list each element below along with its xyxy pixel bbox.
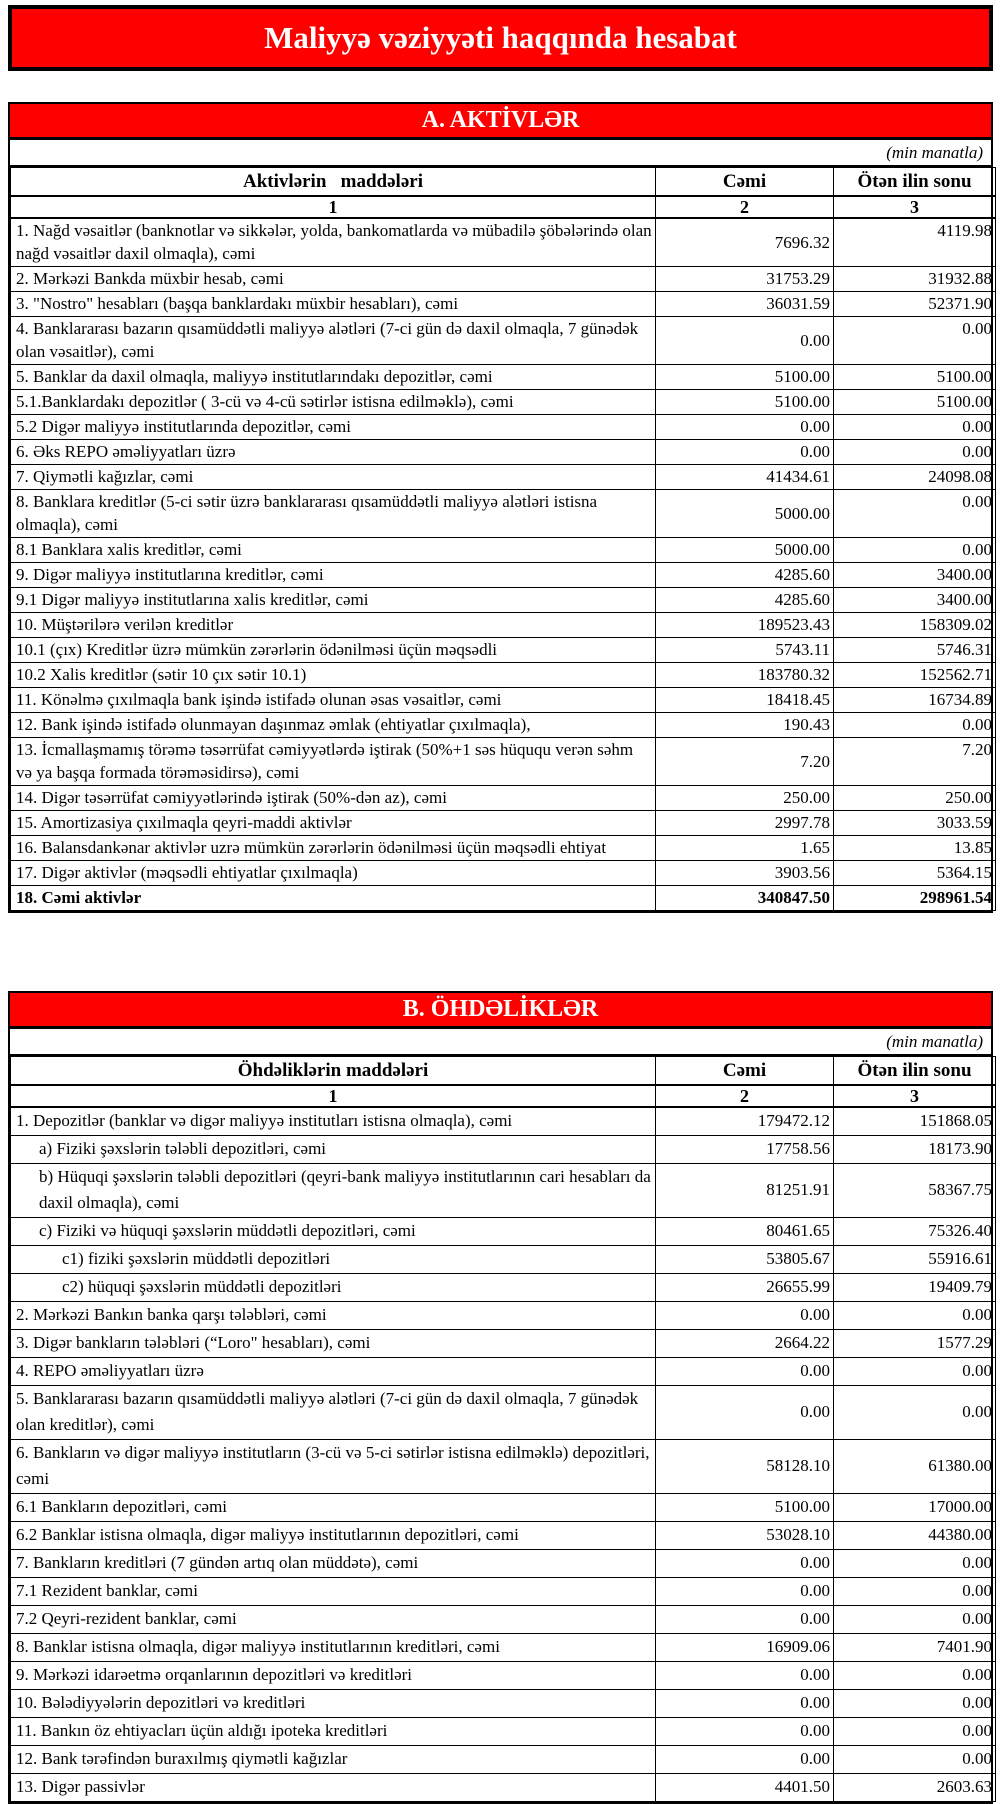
row-prev-cell: 1577.29 <box>834 1330 996 1358</box>
row-prev-cell: 0.00 <box>834 440 996 465</box>
row-prev-cell: 0.00 <box>834 1550 996 1578</box>
row-label-cell: 8.1 Banklara xalis kreditlər, cəmi <box>11 538 656 563</box>
row-label-cell: 5.1.Banklardakı depozitlər ( 3-cü və 4-cü sətirlər istisna edilməklə), cəmi <box>11 390 656 415</box>
row-label-cell: 7.2 Qeyri-rezident banklar, cəmi <box>11 1606 656 1634</box>
row-label-cell: 10. Bələdiyyələrin depozitləri və kreditləri <box>11 1690 656 1718</box>
table-row <box>11 836 996 861</box>
row-prev-cell: 0.00 <box>834 1662 996 1690</box>
table-row <box>11 1274 996 1302</box>
row-prev-cell: 0.00 <box>834 1302 996 1330</box>
row-prev-cell: 158309.02 <box>834 613 996 638</box>
table-row <box>11 638 996 663</box>
row-label-cell: 6.1 Bankların depozitləri, cəmi <box>11 1494 656 1522</box>
table-row <box>11 1746 996 1774</box>
table-row <box>11 786 996 811</box>
row-prev-cell: 31932.88 <box>834 267 996 292</box>
row-label-cell: 11. Könəlmə çıxılmaqla bank işində istifadə olunan əsas vəsaitlər, cəmi <box>11 688 656 713</box>
table-row <box>11 1634 996 1662</box>
row-label-cell: 11. Bankın öz ehtiyacları üçün aldığı ipoteka kreditləri <box>11 1718 656 1746</box>
column-header-row <box>11 1057 996 1086</box>
row-label-cell: c2) hüquqi şəxslərin müddətli depozitləri <box>11 1274 656 1302</box>
row-prev-cell: 58367.75 <box>834 1164 996 1218</box>
row-prev-cell: 0.00 <box>834 1718 996 1746</box>
column-number-row <box>11 196 996 218</box>
row-prev-cell: 7.20 <box>834 738 996 786</box>
table-row <box>11 490 996 538</box>
row-total-cell: 0.00 <box>656 1302 834 1330</box>
row-prev-cell: 3033.59 <box>834 811 996 836</box>
row-prev-cell: 0.00 <box>834 1606 996 1634</box>
table-row <box>11 1522 996 1550</box>
prev-year-column-header: Ötən ilin sonu <box>834 168 996 197</box>
column-number-cell: 3 <box>834 196 996 218</box>
unit-note: (min manatla) <box>10 140 991 167</box>
row-total-cell: 5000.00 <box>656 490 834 538</box>
liabilities-table <box>10 1056 996 1802</box>
row-label-cell: 17. Digər aktivlər (məqsədli ehtiyatlar çıxılmaqla) <box>11 861 656 886</box>
row-prev-cell: 5100.00 <box>834 365 996 390</box>
total-column-header: Cəmi <box>656 1057 834 1086</box>
row-prev-cell: 16734.89 <box>834 688 996 713</box>
row-total-cell: 4285.60 <box>656 563 834 588</box>
row-label-cell: 6. Bankların və digər maliyyə institutların (3-cü və 5-ci sətirlər istisna edilməklə) depozitləri, cəmi <box>11 1440 656 1494</box>
report-title: Maliyyə vəziyyəti haqqında hesabat <box>264 20 737 55</box>
row-total-cell: 0.00 <box>656 1358 834 1386</box>
row-label-cell: b) Hüquqi şəxslərin tələbli depozitləri (qeyri-bank maliyyə institutlarının cari hesabları da daxil olmaqla), cəmi <box>11 1164 656 1218</box>
row-label-cell: 4. REPO əməliyyatları üzrə <box>11 1358 656 1386</box>
total-column-header: Cəmi <box>656 168 834 197</box>
table-row <box>11 218 996 267</box>
table-row <box>11 365 996 390</box>
section-title: B. ÖHDƏLİKLƏR <box>402 996 599 1022</box>
row-label-cell: 7. Qiymətli kağızlar, cəmi <box>11 465 656 490</box>
row-prev-cell: 2603.63 <box>834 1774 996 1802</box>
table-row <box>11 663 996 688</box>
row-label-cell: 15. Amortizasiya çıxılmaqla qeyri-maddi aktivlər <box>11 811 656 836</box>
row-label-cell: 10.1 (çıx) Kreditlər üzrə mümkün zərərlərin ödənilməsi üçün məqsədli <box>11 638 656 663</box>
row-total-cell: 7696.32 <box>656 218 834 267</box>
row-total-cell: 7.20 <box>656 738 834 786</box>
row-total-cell: 4401.50 <box>656 1774 834 1802</box>
table-row <box>11 563 996 588</box>
table-row <box>11 1164 996 1218</box>
row-label-cell: c1) fiziki şəxslərin müddətli depozitləri <box>11 1246 656 1274</box>
section-liabilities <box>8 991 993 1804</box>
table-row <box>11 1358 996 1386</box>
row-total-cell: 36031.59 <box>656 292 834 317</box>
row-total-cell: 4285.60 <box>656 588 834 613</box>
row-prev-cell: 5746.31 <box>834 638 996 663</box>
row-total-cell: 0.00 <box>656 1690 834 1718</box>
table-row <box>11 1107 996 1136</box>
row-label-cell: 6.2 Banklar istisna olmaqla, digər maliyyə institutlarının depozitləri, cəmi <box>11 1522 656 1550</box>
table-row <box>11 267 996 292</box>
table-row <box>11 465 996 490</box>
row-prev-cell: 5364.15 <box>834 861 996 886</box>
row-label-cell: 4. Banklararası bazarın qısamüddətli maliyyə alətləri (7-ci gün də daxil olmaqla, 7 günədək olan vəsaitlər), cəmi <box>11 317 656 365</box>
row-total-cell: 190.43 <box>656 713 834 738</box>
row-label-cell: 7.1 Rezident banklar, cəmi <box>11 1578 656 1606</box>
table-row <box>11 317 996 365</box>
row-total-cell: 2997.78 <box>656 811 834 836</box>
row-prev-cell: 0.00 <box>834 490 996 538</box>
row-total-cell: 250.00 <box>656 786 834 811</box>
row-prev-cell: 75326.40 <box>834 1218 996 1246</box>
row-total-cell: 183780.32 <box>656 663 834 688</box>
table-row <box>11 588 996 613</box>
row-total-cell: 5100.00 <box>656 365 834 390</box>
items-column-header: Aktivlərin maddələri <box>11 168 656 197</box>
row-label-cell: 9. Mərkəzi idarəetmə orqanlarının depozitləri və kreditləri <box>11 1662 656 1690</box>
column-header-row <box>11 168 996 197</box>
table-row <box>11 390 996 415</box>
row-total-cell: 3903.56 <box>656 861 834 886</box>
row-prev-cell: 0.00 <box>834 1746 996 1774</box>
table-row <box>11 538 996 563</box>
table-row <box>11 292 996 317</box>
table-row <box>11 1774 996 1802</box>
row-label-cell: 16. Balansdankənar aktivlər uzrə mümkün zərərlərin ödənilməsi üçün məqsədli ehtiyat <box>11 836 656 861</box>
row-label-cell: 13. Digər passivlər <box>11 1774 656 1802</box>
table-row <box>11 713 996 738</box>
row-prev-cell: 19409.79 <box>834 1274 996 1302</box>
row-total-cell: 0.00 <box>656 415 834 440</box>
row-total-cell: 0.00 <box>656 1550 834 1578</box>
row-label-cell: 8. Banklar istisna olmaqla, digər maliyyə institutlarının kreditləri, cəmi <box>11 1634 656 1662</box>
table-row <box>11 440 996 465</box>
row-total-cell: 26655.99 <box>656 1274 834 1302</box>
section-header-banner <box>10 993 991 1029</box>
table-row <box>11 1302 996 1330</box>
row-total-cell: 0.00 <box>656 1662 834 1690</box>
table-row <box>11 886 996 911</box>
row-total-cell: 81251.91 <box>656 1164 834 1218</box>
row-prev-cell: 0.00 <box>834 1690 996 1718</box>
unit-note: (min manatla) <box>10 1029 991 1056</box>
section-assets <box>8 102 993 913</box>
row-label-cell: 12. Bank tərəfindən buraxılmış qiymətli kağızlar <box>11 1746 656 1774</box>
row-prev-cell: 61380.00 <box>834 1440 996 1494</box>
row-prev-cell: 17000.00 <box>834 1494 996 1522</box>
row-label-cell: 18. Cəmi aktivlər <box>11 886 656 911</box>
row-prev-cell: 3400.00 <box>834 563 996 588</box>
section-title: A. AKTİVLƏR <box>421 107 580 133</box>
row-label-cell: 8. Banklara kreditlər (5-ci sətir üzrə banklararası qısamüddətli maliyyə alətləri istisna olmaqla), cəmi <box>11 490 656 538</box>
row-label-cell: 6. Əks REPO əməliyyatları üzrə <box>11 440 656 465</box>
row-total-cell: 0.00 <box>656 1746 834 1774</box>
table-row <box>11 1136 996 1164</box>
column-number-cell: 2 <box>656 1085 834 1107</box>
row-label-cell: 5.2 Digər maliyyə institutlarında depozitlər, cəmi <box>11 415 656 440</box>
row-prev-cell: 4119.98 <box>834 218 996 267</box>
row-total-cell: 2664.22 <box>656 1330 834 1358</box>
row-total-cell: 53028.10 <box>656 1522 834 1550</box>
row-label-cell: 14. Digər təsərrüfat cəmiyyətlərində iştirak (50%-dən az), cəmi <box>11 786 656 811</box>
row-prev-cell: 0.00 <box>834 415 996 440</box>
row-prev-cell: 0.00 <box>834 538 996 563</box>
row-label-cell: 12. Bank işində istifadə olunmayan daşınmaz əmlak (ehtiyatlar çıxılmaqla), <box>11 713 656 738</box>
row-prev-cell: 18173.90 <box>834 1136 996 1164</box>
row-label-cell: c) Fiziki və hüquqi şəxslərin müddətli depozitləri, cəmi <box>11 1218 656 1246</box>
table-row <box>11 1690 996 1718</box>
row-total-cell: 0.00 <box>656 1386 834 1440</box>
row-total-cell: 0.00 <box>656 1606 834 1634</box>
table-row <box>11 415 996 440</box>
row-total-cell: 31753.29 <box>656 267 834 292</box>
row-prev-cell: 3400.00 <box>834 588 996 613</box>
row-prev-cell: 152562.71 <box>834 663 996 688</box>
row-total-cell: 80461.65 <box>656 1218 834 1246</box>
table-row <box>11 1494 996 1522</box>
row-total-cell: 0.00 <box>656 440 834 465</box>
table-row <box>11 1440 996 1494</box>
row-label-cell: 3. "Nostro" hesabları (başqa banklardakı müxbir hesabları), cəmi <box>11 292 656 317</box>
row-total-cell: 5100.00 <box>656 390 834 415</box>
assets-table <box>10 167 996 911</box>
table-row <box>11 1330 996 1358</box>
items-column-header: Öhdəliklərin maddələri <box>11 1057 656 1086</box>
table-row <box>11 1218 996 1246</box>
row-prev-cell: 250.00 <box>834 786 996 811</box>
row-label-cell: 9.1 Digər maliyyə institutlarına xalis kreditlər, cəmi <box>11 588 656 613</box>
row-total-cell: 0.00 <box>656 1578 834 1606</box>
row-total-cell: 16909.06 <box>656 1634 834 1662</box>
row-label-cell: 1. Depozitlər (banklar və digər maliyyə institutları istisna olmaqla), cəmi <box>11 1107 656 1136</box>
row-label-cell: 2. Mərkəzi Bankın banka qarşı tələbləri, cəmi <box>11 1302 656 1330</box>
table-row <box>11 811 996 836</box>
column-number-cell: 1 <box>11 196 656 218</box>
table-row <box>11 1718 996 1746</box>
row-prev-cell: 0.00 <box>834 1358 996 1386</box>
row-total-cell: 41434.61 <box>656 465 834 490</box>
row-label-cell: 3. Digər bankların tələbləri (“Loro" hesabları), cəmi <box>11 1330 656 1358</box>
table-row <box>11 861 996 886</box>
row-total-cell: 189523.43 <box>656 613 834 638</box>
row-label-cell: 2. Mərkəzi Bankda müxbir hesab, cəmi <box>11 267 656 292</box>
table-row <box>11 1662 996 1690</box>
table-row <box>11 1606 996 1634</box>
row-prev-cell: 0.00 <box>834 1578 996 1606</box>
row-total-cell: 18418.45 <box>656 688 834 713</box>
row-prev-cell: 5100.00 <box>834 390 996 415</box>
column-number-cell: 2 <box>656 196 834 218</box>
row-total-cell: 179472.12 <box>656 1107 834 1136</box>
table-row <box>11 688 996 713</box>
table-row <box>11 1550 996 1578</box>
row-label-cell: 5. Banklar da daxil olmaqla, maliyyə institutlarındakı depozitlər, cəmi <box>11 365 656 390</box>
row-label-cell: 7. Bankların kreditləri (7 gündən artıq olan müddətə), cəmi <box>11 1550 656 1578</box>
table-row <box>11 1246 996 1274</box>
row-total-cell: 0.00 <box>656 317 834 365</box>
row-label-cell: 1. Nağd vəsaitlər (banknotlar və sikkələr, yolda, bankomatlarda və mübadilə şöbələrində olan nağd vəsaitlər daxil olmaqla), cəmi <box>11 218 656 267</box>
section-header-banner <box>10 104 991 140</box>
row-total-cell: 17758.56 <box>656 1136 834 1164</box>
table-row <box>11 613 996 638</box>
row-total-cell: 340847.50 <box>656 886 834 911</box>
row-total-cell: 1.65 <box>656 836 834 861</box>
row-prev-cell: 151868.05 <box>834 1107 996 1136</box>
column-number-row <box>11 1085 996 1107</box>
row-prev-cell: 0.00 <box>834 713 996 738</box>
row-prev-cell: 44380.00 <box>834 1522 996 1550</box>
row-label-cell: 10.2 Xalis kreditlər (sətir 10 çıx sətir 10.1) <box>11 663 656 688</box>
row-total-cell: 5100.00 <box>656 1494 834 1522</box>
row-label-cell: 13. İcmallaşmamış törəmə təsərrüfat cəmiyyətlərdə iştirak (50%+1 səs hüququ verən səhm və ya başqa formada törəməsidirsə), cəmi <box>11 738 656 786</box>
row-prev-cell: 298961.54 <box>834 886 996 911</box>
row-prev-cell: 7401.90 <box>834 1634 996 1662</box>
row-total-cell: 53805.67 <box>656 1246 834 1274</box>
table-row <box>11 738 996 786</box>
row-total-cell: 5743.11 <box>656 638 834 663</box>
row-total-cell: 5000.00 <box>656 538 834 563</box>
row-prev-cell: 24098.08 <box>834 465 996 490</box>
prev-year-column-header: Ötən ilin sonu <box>834 1057 996 1086</box>
row-label-cell: a) Fiziki şəxslərin tələbli depozitləri, cəmi <box>11 1136 656 1164</box>
row-prev-cell: 55916.61 <box>834 1246 996 1274</box>
row-label-cell: 9. Digər maliyyə institutlarına kreditlər, cəmi <box>11 563 656 588</box>
row-label-cell: 10. Müştərilərə verilən kreditlər <box>11 613 656 638</box>
row-label-cell: 5. Banklararası bazarın qısamüddətli maliyyə alətləri (7-ci gün də daxil olmaqla, 7 günədək olan kreditlər), cəmi <box>11 1386 656 1440</box>
column-number-cell: 3 <box>834 1085 996 1107</box>
report-title-banner <box>8 5 993 71</box>
table-row <box>11 1578 996 1606</box>
row-total-cell: 0.00 <box>656 1718 834 1746</box>
table-row <box>11 1386 996 1440</box>
row-total-cell: 58128.10 <box>656 1440 834 1494</box>
column-number-cell: 1 <box>11 1085 656 1107</box>
row-prev-cell: 13.85 <box>834 836 996 861</box>
row-prev-cell: 0.00 <box>834 1386 996 1440</box>
row-prev-cell: 0.00 <box>834 317 996 365</box>
row-prev-cell: 52371.90 <box>834 292 996 317</box>
